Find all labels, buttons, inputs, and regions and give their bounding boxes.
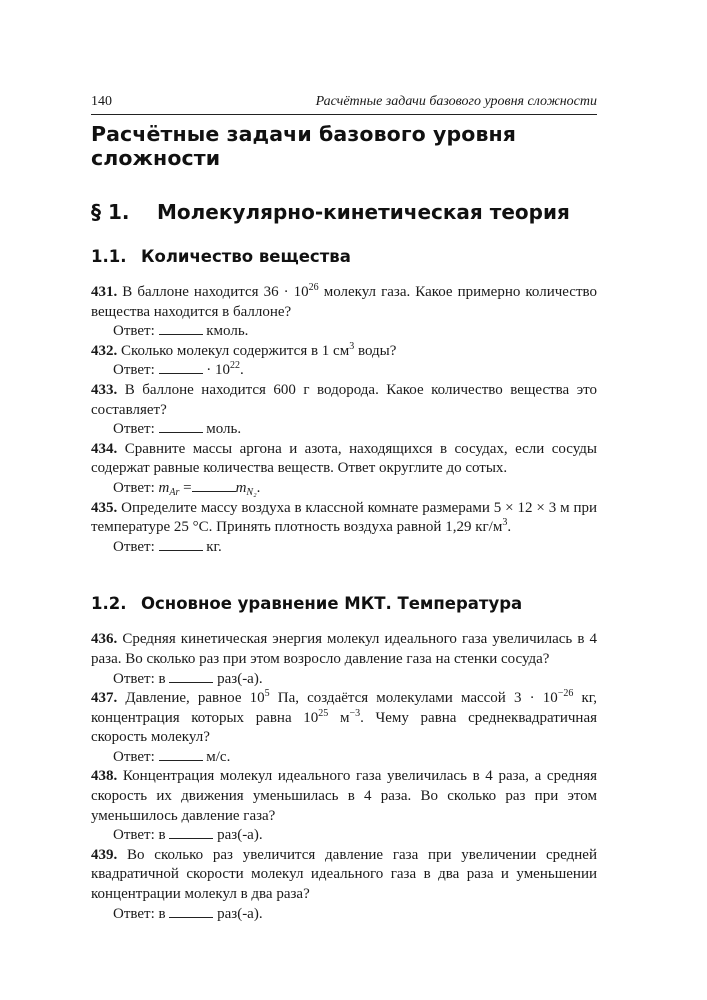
problem-number: 434. [91,440,118,457]
exponent: 3 [502,517,508,529]
answer-blank[interactable] [159,420,203,433]
page-number: 140 [91,94,112,109]
problem-431 [91,283,597,322]
subsection-number: 1.1. [91,247,127,266]
problem-text: Давление, равное 10 [117,690,265,707]
answer-435 [91,538,597,558]
answer-blank[interactable] [159,538,203,551]
subsection-title: Количество вещества [141,247,351,266]
problem-text: В баллоне находится 36 · 10 [117,284,309,300]
problem-433 [91,381,597,420]
problem-number: 432. [91,342,118,359]
problem-text: воды? [354,342,397,359]
answer-label: Ответ: [113,421,159,438]
problem-435 [91,499,597,538]
answer-433 [91,420,597,440]
exponent: 5 [264,688,270,700]
running-title: Расчётные задачи базового уровня сложности [315,94,597,109]
exponent: 25 [318,707,329,719]
problem-text: Во сколько раз увеличится давление газа при увеличении средней квадратичной скорости молекул идеального газа в два раза и уменьшении концентрации молекул в два раза? [91,846,597,903]
page-content [91,118,597,924]
answer-unit: раз(-а). [213,670,263,687]
problem-439 [91,846,597,905]
answer-unit: кг. [202,538,222,555]
answer-439 [91,905,597,925]
answer-432 [91,361,597,381]
problem-text: Па, создаётся молекулами массой 3 · 10 [269,690,558,707]
answer-unit: м/с. [202,748,231,765]
answer-blank[interactable] [169,826,213,839]
problem-number: 431. [91,284,118,300]
answer-label: Ответ: [113,362,159,379]
answer-unit: . [256,479,261,496]
problem-text: . Чему равна среднеквадратичная скорость молекул? [91,709,597,746]
answer-blank[interactable] [169,905,213,918]
answer-multiplier: · 10 [202,362,231,379]
problem-text: Средняя кинетическая энергия молекул идеального газа увеличилась в 4 раза. Во сколько раз при этом возросло давление газа на стенки сосуда? [91,631,597,667]
answer-436 [91,670,597,690]
answer-blank[interactable] [159,322,203,335]
answer-label: Ответ: [113,479,159,496]
problem-list-2 [91,630,597,924]
problem-text: кг, концентрация которых равна 10 [91,690,597,726]
section-heading [91,200,597,224]
part-title: Расчётные задачи базового уровня сложности [91,122,517,170]
mass-subscript: Ar [169,486,180,498]
answer-label: Ответ: в [113,670,170,687]
problem-text: Сравните массы аргона и азота, находящихся в сосудах, если сосуды содержат равные количества веществ. Ответ округлите до сотых. [91,440,597,477]
running-head [91,94,597,115]
subsection-heading-2 [91,594,597,613]
answer-blank[interactable] [192,479,236,492]
answer-blank[interactable] [159,748,203,761]
exponent: 3 [349,340,355,352]
answer-label: Ответ: [113,323,159,340]
answer-unit: раз(-а). [213,827,263,844]
problem-number: 436. [91,631,118,648]
problem-434 [91,440,597,479]
problem-text: м [328,709,350,726]
problem-number: 437. [91,690,118,707]
answer-label: Ответ: в [113,827,170,844]
answer-437 [91,748,597,768]
answer-blank[interactable] [159,361,203,374]
answer-label: Ответ: в [113,905,170,922]
mass-symbol: m [158,479,170,496]
problem-text: молекул газа. Какое примерно количество вещества находится в баллоне? [91,284,597,320]
section-title: Молекулярно-кинетическая теория [157,200,570,224]
section-number: § 1. [91,200,130,224]
subsection-heading-1 [91,247,597,266]
answer-unit: . [240,362,244,379]
answer-unit: моль. [202,421,242,438]
exponent: 22 [230,360,241,372]
answer-434 [91,479,597,499]
answer-unit: кмоль. [202,323,249,340]
mass-symbol: m [235,479,247,496]
problem-text: . [507,519,512,536]
problem-438 [91,767,597,826]
answer-431 [91,322,597,342]
problem-432 [91,342,597,362]
problem-number: 433. [91,381,118,398]
problem-text: Концентрация молекул идеального газа увеличилась в 4 раза, а средняя скорость их движения уменьшилась в 4 раза. Во сколько раз при этом уменьшилось давление газа? [91,768,597,824]
problem-list-1 [91,283,597,557]
answer-438 [91,826,597,846]
answer-blank[interactable] [169,670,213,683]
problem-437 [91,689,597,748]
answer-unit: раз(-а). [213,905,263,922]
subsection-number: 1.2. [91,594,127,614]
exponent: 26 [308,282,319,293]
problem-text: Определите массу воздуха в классной комнате размерами 5 × 12 × 3 м при температуре 25 °С. Принять плотность воздуха равной 1,29 кг/м [91,499,597,536]
problem-436 [91,630,597,669]
mass-subscript: N₂ [246,486,257,498]
equals-sign: = [179,479,192,496]
problem-text: В баллоне находится 600 г водорода. Какое количество вещества это составляет? [91,381,597,418]
answer-label: Ответ: [113,748,159,765]
answer-label: Ответ: [113,538,159,555]
subsection-title: Основное уравнение МКТ. Температура [141,594,523,614]
problem-number: 435. [91,499,118,516]
problem-number: 439. [91,846,118,863]
exponent: −26 [557,688,574,700]
problem-number: 438. [91,768,118,785]
exponent: −3 [349,707,361,719]
problem-text: Сколько молекул содержится в 1 см [117,342,350,359]
